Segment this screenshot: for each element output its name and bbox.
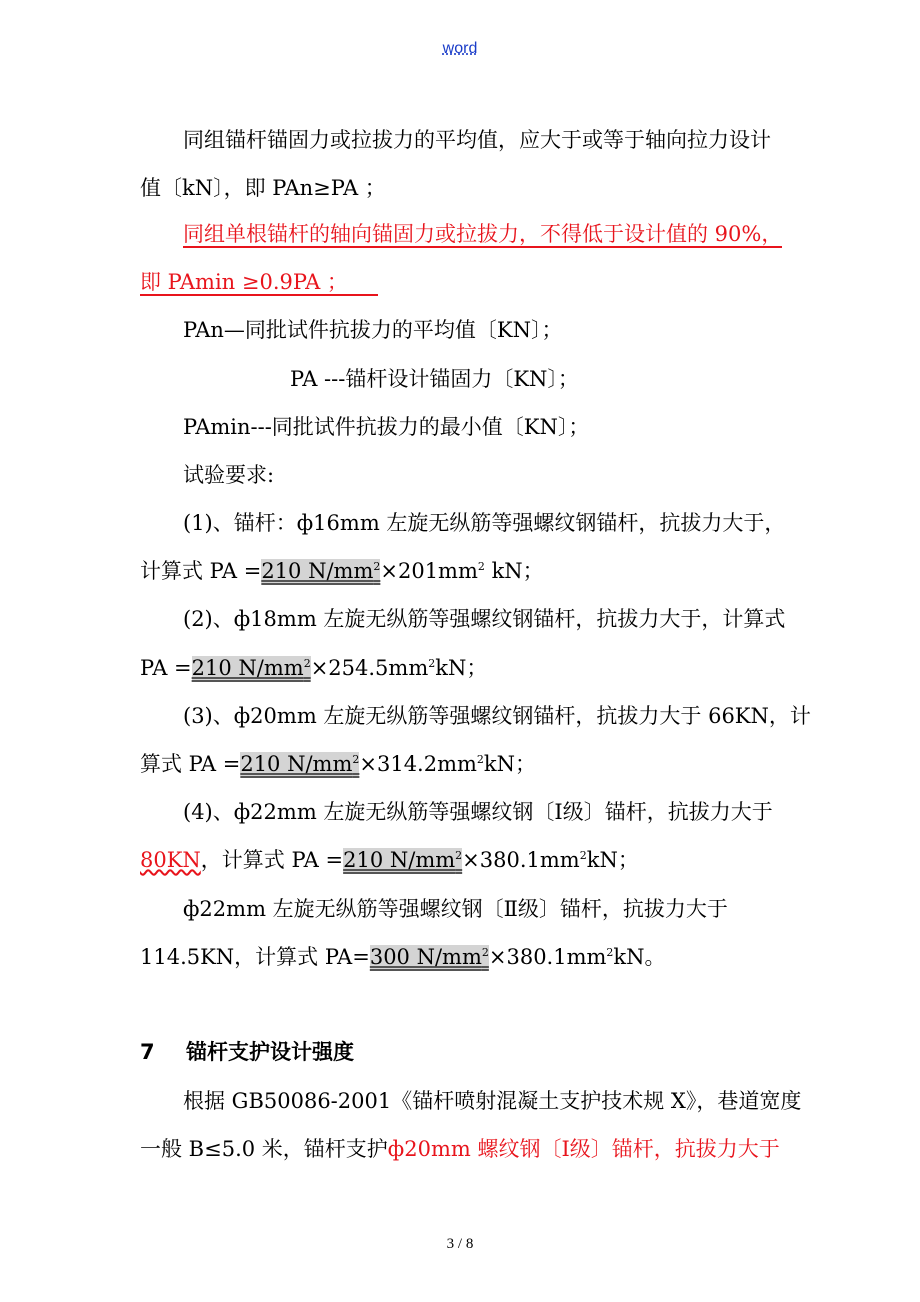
requirement-1-formula: 计算式 PA =210 $N/mm^2\times 201mm^2$ kN； <box>140 559 544 583</box>
header-link[interactable]: word <box>442 40 478 57</box>
formula-highlight: 210 $N/mm^2$ <box>343 848 463 872</box>
formula-text: 算式 PA = <box>140 752 241 776</box>
formula-highlight: 300 $N/mm^2$ <box>369 945 489 969</box>
formula-highlight: 210 $N/mm^2$ <box>261 559 381 583</box>
requirement-2-formula: PA =210 $N/mm^2\times 254.5mm^2kN$； <box>140 656 488 680</box>
formula-text: 计算式 PA = <box>140 559 262 583</box>
paragraph-line: 同组锚杆锚固力或拉拔力的平均值，应大于或等于轴向拉力设计 <box>183 128 771 152</box>
formula-text: 114.5KN，计算式 PA= <box>140 945 370 969</box>
section-body-line: 根据 GB50086-2001《锚杆喷射混凝土支护技术规 X》，巷道宽度 <box>183 1089 802 1113</box>
highlighted-requirement-line <box>140 269 378 295</box>
section-body-line: 一般 B≤5.0 米，锚杆支护ф20mm 螺纹钢〔Ⅰ级〕锚杆，抗拔力大于 <box>140 1137 780 1161</box>
section-title: 锚杆支护设计强度 <box>186 1040 354 1064</box>
requirement-1-line: (1)、锚杆：ф16mm 左旋无纵筋等强螺纹钢锚杆，抗拔力大于， <box>183 511 786 535</box>
page-number: 3 / 8 <box>446 1236 474 1252</box>
formula-highlight: 210 $N/mm^2$ <box>191 656 311 680</box>
red-text: 同组单根锚杆的轴向锚固力或拉拔力，不得低于设计值的 90%， <box>183 222 783 246</box>
red-value: 80KN <box>140 848 201 872</box>
formula-text: PA = <box>140 656 192 680</box>
red-text: 即 PAmin ≥0.9PA ； <box>140 270 378 296</box>
red-text: ф20mm 螺纹钢〔Ⅰ级〕锚杆，抗拔力大于 <box>387 1137 780 1161</box>
requirement-2-line: (2)、ф18mm 左旋无纵筋等强螺纹钢锚杆，抗拔力大于，计算式 <box>183 607 786 631</box>
requirements-title: 试验要求: <box>183 463 275 487</box>
requirement-3-formula: 算式 PA =210 $N/mm^2\times 314.2mm^2kN$； <box>140 752 537 776</box>
requirement-3-line: (3)、ф20mm 左旋无纵筋等强螺纹钢锚杆，抗拔力大于 66KN，计 <box>183 704 811 728</box>
requirement-4-formula: 80KN，计算式 PA =210 $N/mm^2\times 380.1mm^2kN$； <box>140 848 639 872</box>
requirement-5-formula: 114.5KN，计算式 PA=300 $N/mm^2\times 380.1mm^2kN$。 <box>140 945 666 969</box>
definition-pa: PA ---锚杆设计锚固力〔KN〕； <box>290 367 579 391</box>
paragraph-line: 值〔kN〕，即 PAn≥PA ； <box>140 176 386 200</box>
requirement-4-line: (4)、ф22mm 左旋无纵筋等强螺纹钢〔Ⅰ级〕锚杆，抗拔力大于 <box>183 800 773 824</box>
section-number: 7 <box>140 1040 155 1064</box>
highlighted-requirement-line <box>183 221 782 247</box>
definition-pamin: PAmin---同批试件抗拔力的最小值〔KN〕； <box>183 415 590 439</box>
requirement-5-line: ф22mm 左旋无纵筋等强螺纹钢〔Ⅱ级〕锚杆，抗拔力大于 <box>183 897 728 921</box>
definition-pan: PAn—同批试件抗拔力的平均值〔KN〕； <box>183 318 563 342</box>
formula-highlight: 210 $N/mm^2$ <box>240 752 360 776</box>
